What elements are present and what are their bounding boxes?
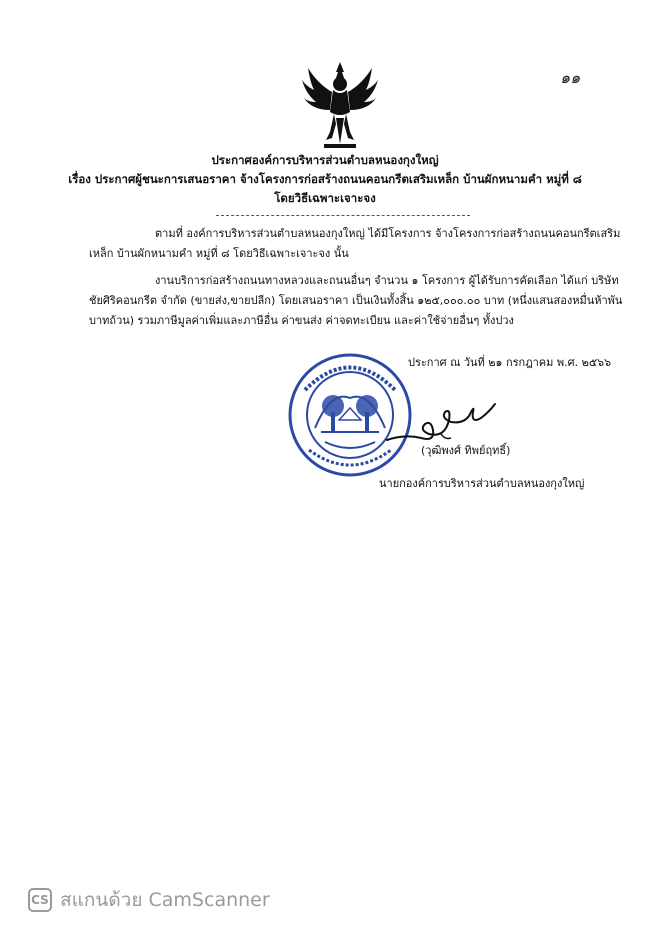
announcement-method: โดยวิธีเฉพาะเจาะจง	[274, 191, 376, 205]
announcement-date: ประกาศ ณ วันที่ ๒๑ กรกฎาคม พ.ศ. ๒๕๖๖	[408, 356, 612, 369]
paragraph-2-line-3: บาทถ้วน) รวมภาษีมูลค่าเพิ่มและภาษีอื่น ค่าขนส่ง ค่าจดทะเบียน และค่าใช้จ่ายอื่นๆ ทั้งปวง	[89, 314, 514, 327]
camscanner-watermark-text: สแกนด้วย CamScanner	[60, 889, 270, 911]
signer-position: นายกองค์การบริหารส่วนตำบลหนองกุงใหญ่	[379, 477, 585, 490]
garuda-emblem-icon	[300, 60, 380, 152]
camscanner-watermark	[28, 885, 270, 915]
paragraph-1-line-2: เหล็ก บ้านผักหนามคำ หมู่ที่ ๘ โดยวิธีเฉพาะเจาะจง นั้น	[89, 247, 349, 260]
announcement-title: ประกาศองค์การบริหารส่วนตำบลหนองกุงใหญ่	[211, 153, 439, 167]
paragraph-1-line-1: ตามที่ องค์การบริหารส่วนตำบลหนองกุงใหญ่ ได้มีโครงการ จ้างโครงการก่อสร้างถนนคอนกรีตเสริม	[155, 227, 621, 240]
paragraph-2-line-2: ชัยศิริคอนกรีต จำกัด (ขายส่ง,ขายปลีก) โดยเสนอราคา เป็นเงินทั้งสิ้น ๑๒๕,๐๐๐.๐๐ บาท (หนึ่งแสนสองหมื่นห้าพัน	[89, 294, 623, 307]
camscanner-logo-icon: CS	[28, 888, 52, 912]
paragraph-2-line-1: งานบริการก่อสร้างถนนทางหลวงและถนนอื่นๆ จำนวน ๑ โครงการ ผู้ได้รับการคัดเลือก ได้แก่ บริษัท	[155, 274, 619, 287]
page-number: ๑๑	[560, 68, 581, 87]
dashed-divider	[216, 215, 470, 216]
announcement-subject: เรื่อง ประกาศผู้ชนะการเสนอราคา จ้างโครงการก่อสร้างถนนคอนกรีตเสริมเหล็ก บ้านผักหนามคำ หมู่ที่ ๘	[68, 172, 582, 186]
signer-name: (วุฒิพงศ์ ทิพย์ฤทธิ์)	[421, 444, 511, 457]
